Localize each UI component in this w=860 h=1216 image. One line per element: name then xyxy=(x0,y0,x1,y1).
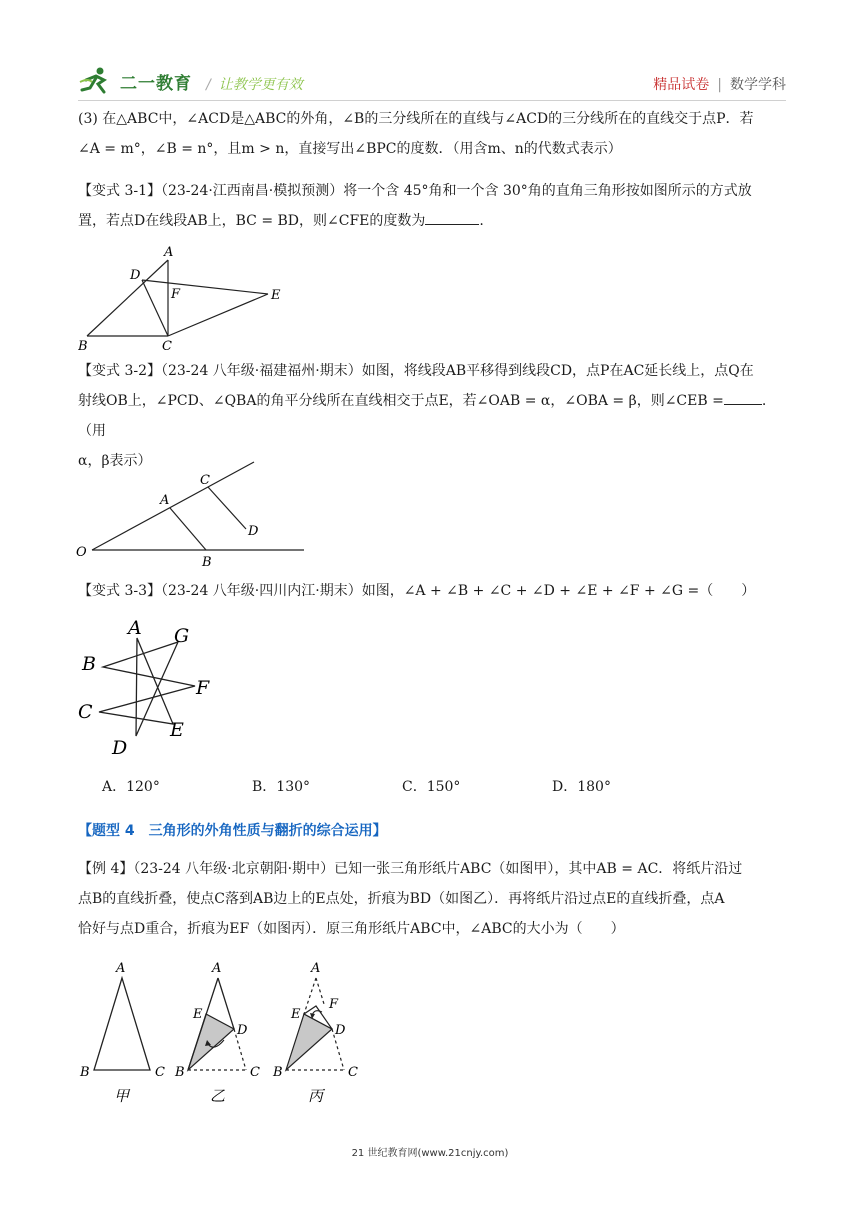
section-title-4: 【题型 4 三角形的外角性质与翻折的综合运用】 xyxy=(78,823,387,839)
fig4a-label-B: B xyxy=(80,1065,90,1080)
answer-blank xyxy=(724,390,762,405)
figure-4 xyxy=(76,956,376,1106)
variant-3-2-text: 射线OB上，∠PCD、∠QBA的角平分线所在直线相交于点E，若∠OAB = α，∠OBA = β，则∠CEB = xyxy=(78,393,724,409)
fig32-label-C: C xyxy=(200,473,210,488)
fig33-label-D: D xyxy=(112,737,128,759)
logo xyxy=(78,66,192,96)
fig4c-label-E: E xyxy=(291,1007,301,1022)
answer-blank xyxy=(425,210,479,225)
variant-3-1-period: . xyxy=(479,213,484,229)
example-4-line-2: 点B的直线折叠，使点C落到AB边上的E点处，折痕为BD（如图乙）．再将纸片沿过点E的直线折叠，点A xyxy=(78,891,725,907)
fig4b-label-C: C xyxy=(250,1065,260,1080)
header-right xyxy=(653,74,786,94)
variant-3-2-line-3: α，β表示） xyxy=(78,453,152,469)
answer-choices xyxy=(102,776,702,796)
slogan-text: 让教学更有效 xyxy=(218,77,303,93)
fig4a-label-C: C xyxy=(155,1065,165,1080)
figure-4-jia xyxy=(79,961,165,1105)
fig31-label-E: E xyxy=(271,288,281,303)
variant-3-1-line-1: 【变式 3-1】（23-24·江西南昌·模拟预测）将一个含 45°角和一个含 30°角的直角三角形按如图所示的方式放 xyxy=(78,183,752,199)
choice-b[interactable]: B．130° xyxy=(252,779,311,795)
fig4a-label-A: A xyxy=(116,961,126,976)
caption-yi: 乙 xyxy=(210,1087,226,1105)
fig4b-label-B: B xyxy=(175,1065,185,1080)
fig31-label-D: D xyxy=(130,268,141,283)
fig33-label-B: B xyxy=(82,653,96,675)
page-header xyxy=(78,62,786,102)
figure-3-2 xyxy=(74,456,310,572)
fig33-label-F: F xyxy=(196,677,210,699)
example-4-line-1: 【例 4】（23-24 八年级·北京朝阳·期中）已知一张三角形纸片ABC（如图甲），其中AB = AC．将纸片沿过 xyxy=(78,861,743,877)
example-4-line-3: 恰好与点D重合，折痕为EF（如图丙）．原三角形纸片ABC中，∠ABC的大小为（ ） xyxy=(78,921,625,937)
example-4 xyxy=(78,854,790,944)
choice-d[interactable]: D．180° xyxy=(552,779,611,795)
figure-4-bing xyxy=(272,961,358,1105)
problem-3-line-1: (3) 在△ABC中，∠ACD是△ABC的外角，∠B的三分线所在的直线与∠ACD的三分线所在的直线交于点P．若 xyxy=(78,111,754,127)
fig32-label-A: A xyxy=(160,493,170,508)
fig33-label-E: E xyxy=(170,719,184,741)
slogan: / 让教学更有效 xyxy=(206,77,303,93)
variant-3-3 xyxy=(78,576,790,606)
variant-3-2-tail: .（用 xyxy=(78,393,767,439)
fig4c-label-F: F xyxy=(329,997,339,1012)
variant-3-2-line-1: 【变式 3-2】（23-24 八年级·福建福州·期末）如图，将线段AB平移得到线段CD，点P在AC延长线上，点Q在 xyxy=(78,363,754,379)
fig4c-label-A: A xyxy=(311,961,321,976)
fig4b-label-D: D xyxy=(237,1023,248,1038)
header-divider xyxy=(78,100,786,101)
caption-jia: 甲 xyxy=(114,1087,130,1105)
page-footer: 21 世纪教育网(www.21cnjy.com) xyxy=(351,1148,509,1159)
variant-3-1 xyxy=(78,176,790,236)
header-subject: 数学学科 xyxy=(730,77,786,93)
header-category: 精品试卷 xyxy=(653,77,710,93)
figure-4-yi xyxy=(174,961,260,1105)
figure-3-3-star xyxy=(76,614,226,760)
choice-a[interactable]: A．120° xyxy=(102,779,160,795)
variant-3-1-line-2 xyxy=(78,206,790,236)
choice-c[interactable]: C．150° xyxy=(402,779,461,795)
fig33-label-G: G xyxy=(174,625,190,647)
problem-3-line-2: ∠A = m°，∠B = n°，且m > n，直接写出∠BPC的度数．（用含m、n的代数式表示） xyxy=(78,141,622,157)
fig32-label-O: O xyxy=(76,545,87,560)
fig31-label-C: C xyxy=(162,339,172,354)
fig33-label-C: C xyxy=(78,701,93,723)
variant-3-2-line-2 xyxy=(78,386,790,446)
caption-bing: 丙 xyxy=(308,1087,324,1105)
fig4b-label-A: A xyxy=(212,961,222,976)
variant-3-1-text: 置，若点D在线段AB上，BC = BD，则∠CFE的度数为 xyxy=(78,213,426,229)
variant-3-3-line-1: 【变式 3-3】（23-24 八年级·四川内江·期末）如图，∠A + ∠B + ∠C + ∠D + ∠E + ∠F + ∠G =（ ） xyxy=(78,583,756,599)
fig33-label-A: A xyxy=(128,617,142,639)
logo-text: 二一教育 xyxy=(120,73,192,94)
fig4c-label-D: D xyxy=(335,1023,346,1038)
fig4b-label-E: E xyxy=(193,1007,203,1022)
fig31-label-A: A xyxy=(164,245,174,260)
fig31-label-F: F xyxy=(171,287,181,302)
runner-logo-icon xyxy=(78,66,114,96)
fig4c-label-C: C xyxy=(348,1065,358,1080)
fig32-label-B: B xyxy=(202,555,212,570)
header-separator: | xyxy=(717,77,722,93)
problem-3 xyxy=(78,104,790,164)
fig32-label-D: D xyxy=(248,524,259,539)
fig31-label-B: B xyxy=(78,339,88,354)
figure-3-1 xyxy=(78,244,298,356)
fig4c-label-B: B xyxy=(273,1065,283,1080)
